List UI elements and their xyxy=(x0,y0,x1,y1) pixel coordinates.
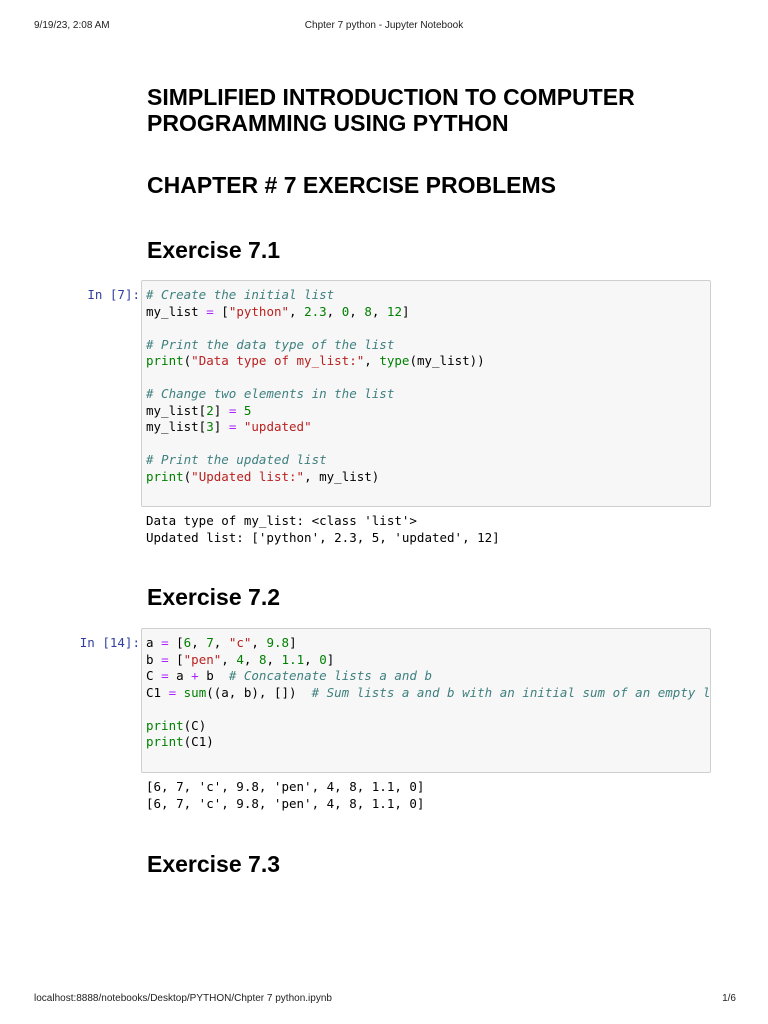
code-line: print(C) xyxy=(146,717,207,733)
print-datetime: 9/19/23, 2:08 AM xyxy=(34,20,110,31)
code-line: print(C1) xyxy=(146,734,214,749)
chapter-title: CHAPTER # 7 EXERCISE PROBLEMS xyxy=(147,172,556,198)
code-editor-7-2[interactable] xyxy=(142,629,710,757)
cell-output-7-1: Data type of my_list: <class 'list'> Updated list: ['python', 2.3, 5, 'updated', 12] xyxy=(146,513,500,545)
cell-prompt-14: In [14]: xyxy=(79,635,140,650)
print-page-number: 1/6 xyxy=(722,993,736,1004)
exercise-7-2-heading: Exercise 7.2 xyxy=(147,584,281,610)
exercise-7-1-heading: Exercise 7.1 xyxy=(147,237,281,263)
code-cell-exercise-7-1[interactable] xyxy=(141,280,711,507)
code-cell-exercise-7-2[interactable] xyxy=(141,628,711,773)
code-line: # Print the updated list xyxy=(146,452,327,467)
code-line: my_list = ["python", 2.3, 0, 8, 12] xyxy=(146,303,410,319)
code-line: C1 = sum((a, b), []) # Sum lists a and b with an initial sum of an empty l xyxy=(146,684,711,700)
code-line: a = [6, 7, "c", 9.8] xyxy=(146,635,297,650)
print-url: localhost:8888/notebooks/Desktop/PYTHON/Chpter 7 python.ipynb xyxy=(34,993,332,1004)
notebook-main-title: SIMPLIFIED INTRODUCTION TO COMPUTER PROGRAMMING USING PYTHON xyxy=(147,84,635,136)
print-page-title: Chpter 7 python - Jupyter Notebook xyxy=(304,20,464,31)
code-editor-7-1[interactable] xyxy=(142,281,710,491)
code-line: # Change two elements in the list xyxy=(146,386,395,401)
code-line: # Print the data type of the list xyxy=(146,336,395,352)
cell-output-7-2: [6, 7, 'c', 9.8, 'pen', 4, 8, 1.1, 0] [6, 7, 'c', 9.8, 'pen', 4, 8, 1.1, 0] xyxy=(146,779,425,811)
exercise-7-3-heading: Exercise 7.3 xyxy=(147,851,281,877)
code-line: my_list[2] = 5 xyxy=(146,402,252,418)
code-line: b = ["pen", 4, 8, 1.1, 0] xyxy=(146,651,335,667)
code-line: my_list[3] = "updated" xyxy=(146,419,312,434)
code-line: print("Data type of my_list:", type(my_list)) xyxy=(146,353,485,368)
code-line: print("Updated list:", my_list) xyxy=(146,468,380,484)
code-line: # Create the initial list xyxy=(146,287,335,302)
code-line: C = a + b # Concatenate lists a and b xyxy=(146,668,433,683)
cell-prompt-7: In [7]: xyxy=(87,287,140,302)
